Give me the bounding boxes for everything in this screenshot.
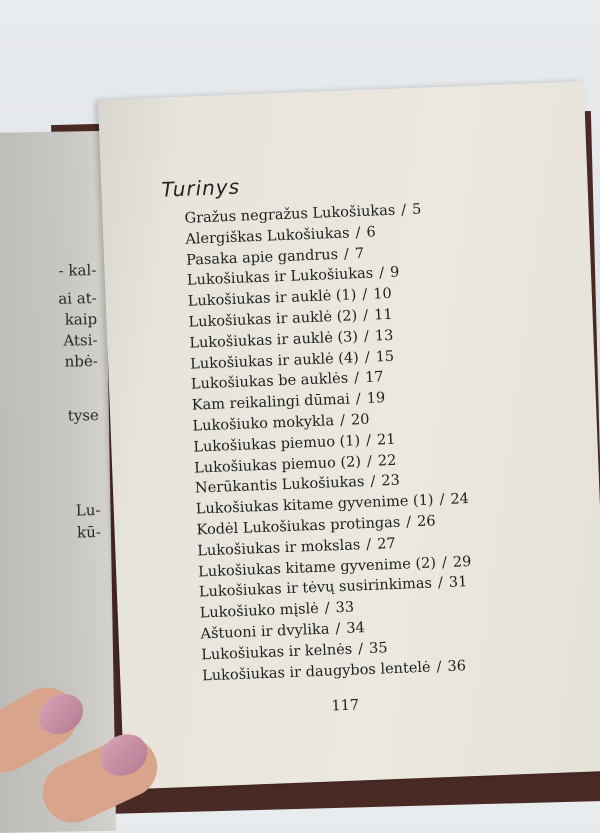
toc-separator: / xyxy=(365,432,372,449)
toc-entry-page: 31 xyxy=(448,574,468,592)
toc-entry-page: 15 xyxy=(375,348,395,366)
toc-entry-page: 36 xyxy=(447,657,467,675)
toc-separator: / xyxy=(370,473,376,491)
toc-separator: / xyxy=(364,349,370,366)
page-title: Turinys xyxy=(161,174,241,202)
toc-entry-title: Alergiškas Lukošiukas xyxy=(185,225,350,248)
toc-entry-title: Lukošiukas ir Lukošiukas xyxy=(186,265,374,290)
toc-entry-page: 7 xyxy=(354,245,365,262)
toc-entry-title: Lukošiukas ir mokslas xyxy=(197,537,361,560)
toc-separator: / xyxy=(378,265,385,282)
toc-entry-title: Lukošiukas ir tėvų susirinkimas xyxy=(198,575,433,601)
left-text-line: tyse xyxy=(67,406,99,425)
toc-entry-page: 5 xyxy=(411,201,422,219)
toc-entry-title: Lukošiukas ir auklė (1) xyxy=(187,287,357,310)
toc-entry-title: Lukošiukas kitame gyvenime (2) xyxy=(197,554,437,581)
toc-separator: / xyxy=(366,453,373,470)
toc-entry-page: 17 xyxy=(364,369,384,387)
toc-entry-title: Lukošiuko mokykla xyxy=(192,413,335,435)
toc-entry-title: Lukošiukas be auklės xyxy=(190,370,349,394)
toc-entry-title: Lukošiukas ir kelnės xyxy=(201,641,353,664)
toc-separator: / xyxy=(362,307,369,324)
toc-entry-page: 23 xyxy=(381,473,401,490)
toc-entry-page: 35 xyxy=(368,640,388,657)
toc-entry-title: Lukošiukas ir auklė (3) xyxy=(189,328,359,352)
toc-entry-page: 11 xyxy=(373,306,393,324)
right-page xyxy=(98,81,600,789)
left-text-line: kaip xyxy=(64,310,98,329)
toc-separator: / xyxy=(335,621,341,638)
toc-entry-page: 29 xyxy=(452,553,472,571)
left-text-line: ai at- xyxy=(58,289,97,308)
left-text-line: Atsi- xyxy=(63,331,98,350)
toc-entry-page: 13 xyxy=(374,327,394,345)
toc-entry-title: Lukošiukas ir auklė (2) xyxy=(188,308,358,331)
left-text-line: kū- xyxy=(76,523,102,542)
toc-separator: / xyxy=(439,492,445,509)
toc-entry-title: Lukošiuko mįslė xyxy=(199,601,320,622)
toc-entry-title: Aštuoni ir dvylika xyxy=(200,621,330,643)
toc-entry-page: 22 xyxy=(377,452,397,470)
toc-entry-page: 26 xyxy=(416,513,436,531)
toc-separator: / xyxy=(436,658,442,675)
toc-separator: / xyxy=(355,224,361,242)
table-of-contents xyxy=(184,198,475,686)
toc-separator: / xyxy=(437,575,444,592)
toc-entry-title: Kam reikalingi dūmai xyxy=(191,391,351,414)
toc-entry-title: Nerūkantis Lukošiukas xyxy=(194,474,365,497)
toc-entry-page: 27 xyxy=(376,535,396,553)
toc-separator: / xyxy=(355,391,362,408)
toc-entry-page: 19 xyxy=(366,390,386,408)
toc-entry-title: Pasaka apie gandrus xyxy=(185,246,339,269)
toc-entry-page: 6 xyxy=(366,224,376,241)
toc-entry-title: Gražus negražus Lukošiukas xyxy=(184,202,396,227)
toc-entry-page: 34 xyxy=(346,620,366,637)
toc-entry-title: Lukošiukas piemuo (1) xyxy=(193,432,361,456)
left-text-line: nbė- xyxy=(64,352,99,371)
toc-separator: / xyxy=(357,640,364,658)
toc-separator: / xyxy=(441,554,448,571)
toc-separator: / xyxy=(339,412,346,429)
toc-entry-page: 21 xyxy=(376,431,396,449)
page-number: 117 xyxy=(331,697,360,715)
toc-entry-title: Lukošiukas piemuo (2) xyxy=(193,453,362,477)
toc-entry-title: Lukošiukas ir daugybos lentelė xyxy=(201,659,431,684)
toc-separator: / xyxy=(362,287,368,304)
toc-entry-page: 20 xyxy=(350,411,370,429)
toc-entry-page: 9 xyxy=(389,264,400,282)
toc-separator: / xyxy=(365,536,372,553)
toc-entry-title: Kodėl Lukošiukas protingas xyxy=(196,514,401,539)
toc-separator: / xyxy=(405,514,412,531)
toc-separator: / xyxy=(324,600,330,617)
toc-entry-page: 10 xyxy=(372,286,393,303)
toc-entry-page: 24 xyxy=(450,491,470,508)
toc-entry-title: Lukošiukas kitame gyvenime (1) xyxy=(195,492,434,518)
toc-separator: / xyxy=(400,202,407,219)
left-text-line: Lu- xyxy=(75,501,101,520)
toc-separator: / xyxy=(343,246,350,263)
toc-separator: / xyxy=(353,370,360,387)
toc-entry-page: 33 xyxy=(335,599,355,617)
toc-entry-title: Lukošiukas ir auklė (4) xyxy=(189,349,360,373)
toc-separator: / xyxy=(363,328,370,345)
left-text-line: - kal- xyxy=(58,261,97,280)
